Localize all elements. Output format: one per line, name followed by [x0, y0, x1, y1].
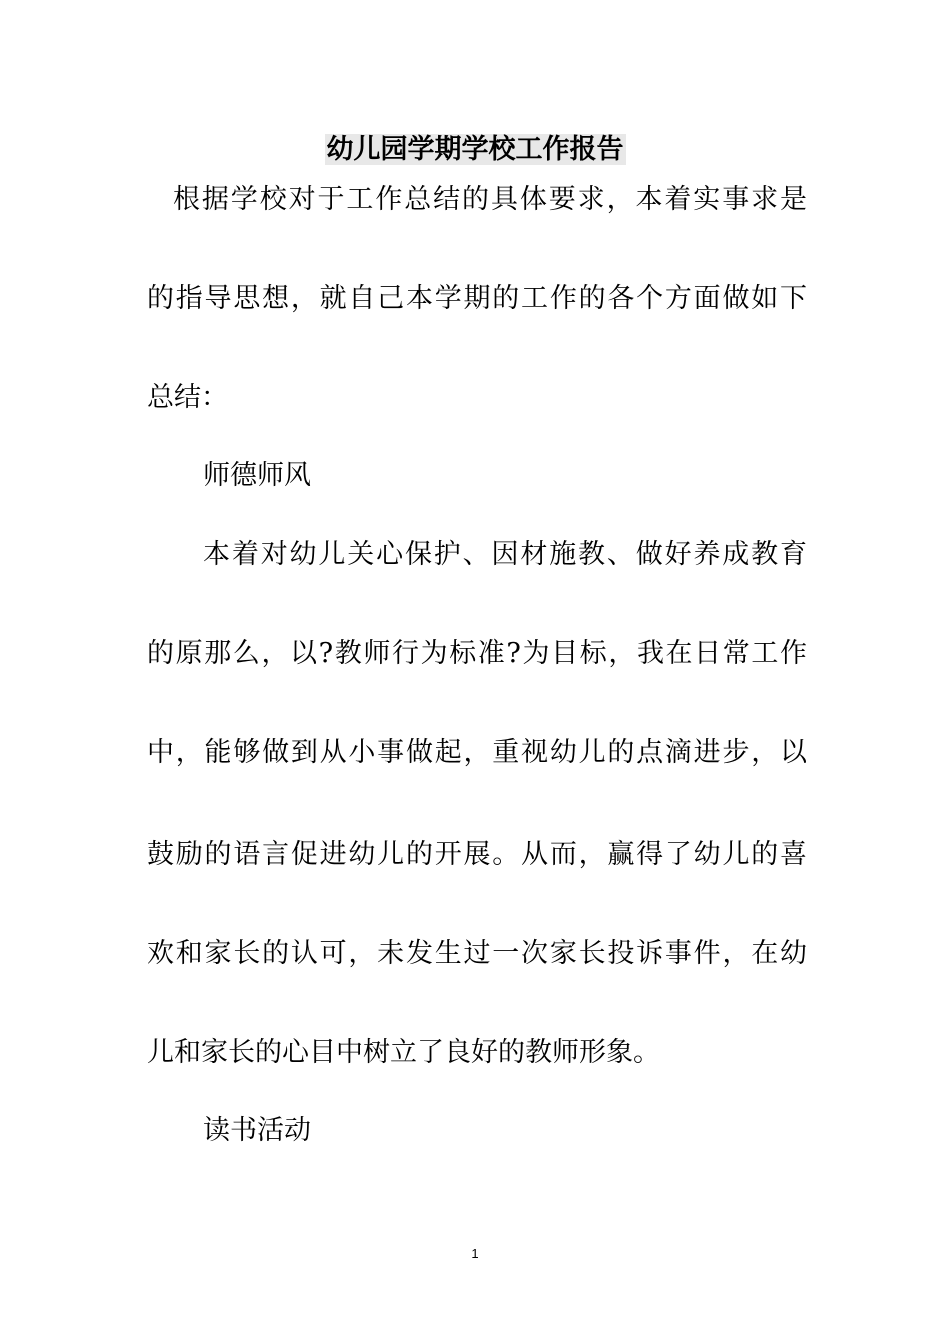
page-number: 1 — [471, 1246, 479, 1261]
paragraph-2-line-4: 鼓励的语言促进幼儿的开展。从而，赢得了幼儿的喜 — [147, 839, 807, 870]
paragraph-1-line-1: 根据学校对于工作总结的具体要求，本着实事求是 — [173, 184, 807, 215]
section-heading-2: 读书活动 — [203, 1115, 311, 1146]
paragraph-1-line-2: 的指导思想，就自己本学期的工作的各个方面做如下 — [147, 283, 807, 314]
paragraph-2-line-3: 中，能够做到从小事做起，重视幼儿的点滴进步，以 — [147, 737, 807, 768]
section-heading-1: 师德师风 — [203, 460, 311, 491]
document-title-text: 幼儿园学期学校工作报告 — [326, 134, 624, 165]
paragraph-2-line-1: 本着对幼儿关心保护、因材施教、做好养成教育 — [203, 539, 807, 570]
paragraph-2-line-5: 欢和家长的认可，未发生过一次家长投诉事件，在幼 — [147, 938, 807, 969]
paragraph-2-line-2: 的原那么，以?教师行为标准?为目标，我在日常工作 — [147, 638, 807, 669]
paragraph-1-line-3: 总结： — [147, 382, 228, 413]
document-title — [0, 131, 950, 169]
paragraph-2-line-6: 儿和家长的心目中树立了良好的教师形象。 — [147, 1037, 660, 1068]
